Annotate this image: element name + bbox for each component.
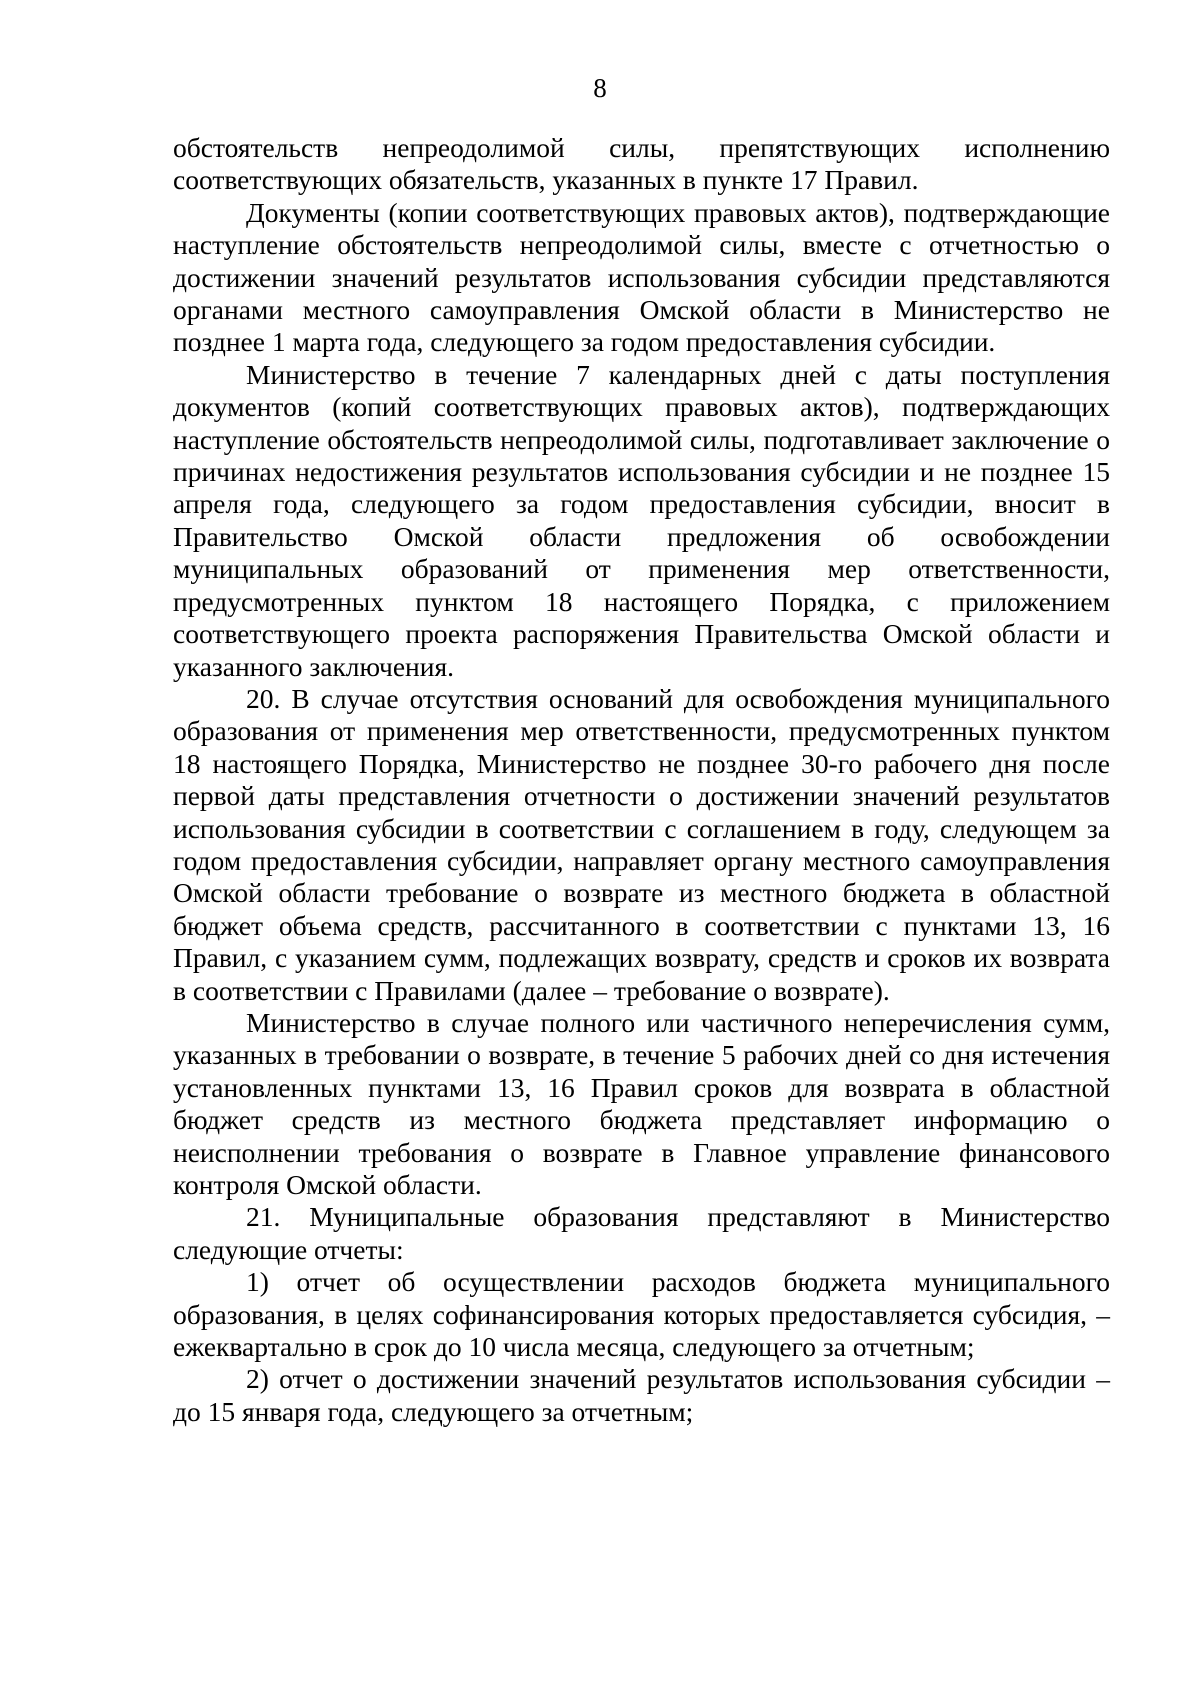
paragraph-item-20: 20. В случае отсутствия оснований для освобождения муниципального образования от применения мер ответственности, предусмотренных пунктом 18 настоящего Порядка, Министерство не позднее 30-го рабочего дня после первой даты представления отчетности о достижении значений результатов использования субсидии в соответствии с соглашением в году, следующем за годом предоставления субсидии, направляет органу местного самоуправления Омской области требование о возврате из местного бюджета в областной бюджет объема средств, рассчитанного в соответствии с пунктами 13, 16 Правил, с указанием сумм, подлежащих возврату, средств и сроков их возврата в соответствии с Правилами (далее – требование о возврате). xyxy=(173,682,1110,1006)
paragraph-item-21: 21. Муниципальные образования представляют в Министерство следующие отчеты: xyxy=(173,1201,1110,1265)
paragraph-ministry-nonpayment: Министерство в случае полного или частичного неперечисления сумм, указанных в требовании о возврате, в течение 5 рабочих дней со дня истечения установленных пунктами 13, 16 Правил сроков для возврата в областной бюджет средств из местного бюджета представляет информацию о неисполнении требования о возврате в Главное управление финансового контроля Омской области. xyxy=(173,1006,1110,1200)
page-number: 8 xyxy=(593,73,607,103)
paragraph-documents: Документы (копии соответствующих правовых актов), подтверждающие наступление обстоятельств непреодолимой силы, вместе с отчетностью о достижении значений результатов использования субсидии представляются органами местного самоуправления Омской области в Министерство не позднее 1 марта года, следующего за годом предоставления субсидии. xyxy=(173,196,1110,358)
paragraph-continuation: обстоятельств непреодолимой силы, препятствующих исполнению соответствующих обязательств, указанных в пункте 17 Правил. xyxy=(173,132,1110,196)
list-item-1: 1) отчет об осуществлении расходов бюджета муниципального образования, в целях софинансирования которых предоставляется субсидия, – ежеквартально в срок до 10 числа месяца, следующего за отчетным; xyxy=(173,1266,1110,1363)
paragraph-ministry-conclusion: Министерство в течение 7 календарных дней с даты поступления документов (копий соответствующих правовых актов), подтверждающих наступление обстоятельств непреодолимой силы, подготавливает заключение о причинах недостижения результатов использования субсидии и не позднее 15 апреля года, следующего за годом предоставления субсидии, вносит в Правительство Омской области предложения об освобождении муниципальных образований от применения мер ответственности, предусмотренных пунктом 18 настоящего Порядка, с приложением соответствующего проекта распоряжения Правительства Омской области и указанного заключения. xyxy=(173,358,1110,682)
list-item-2: 2) отчет о достижении значений результатов использования субсидии – до 15 января года, следующего за отчетным; xyxy=(173,1363,1110,1427)
document-body xyxy=(173,132,1110,1428)
